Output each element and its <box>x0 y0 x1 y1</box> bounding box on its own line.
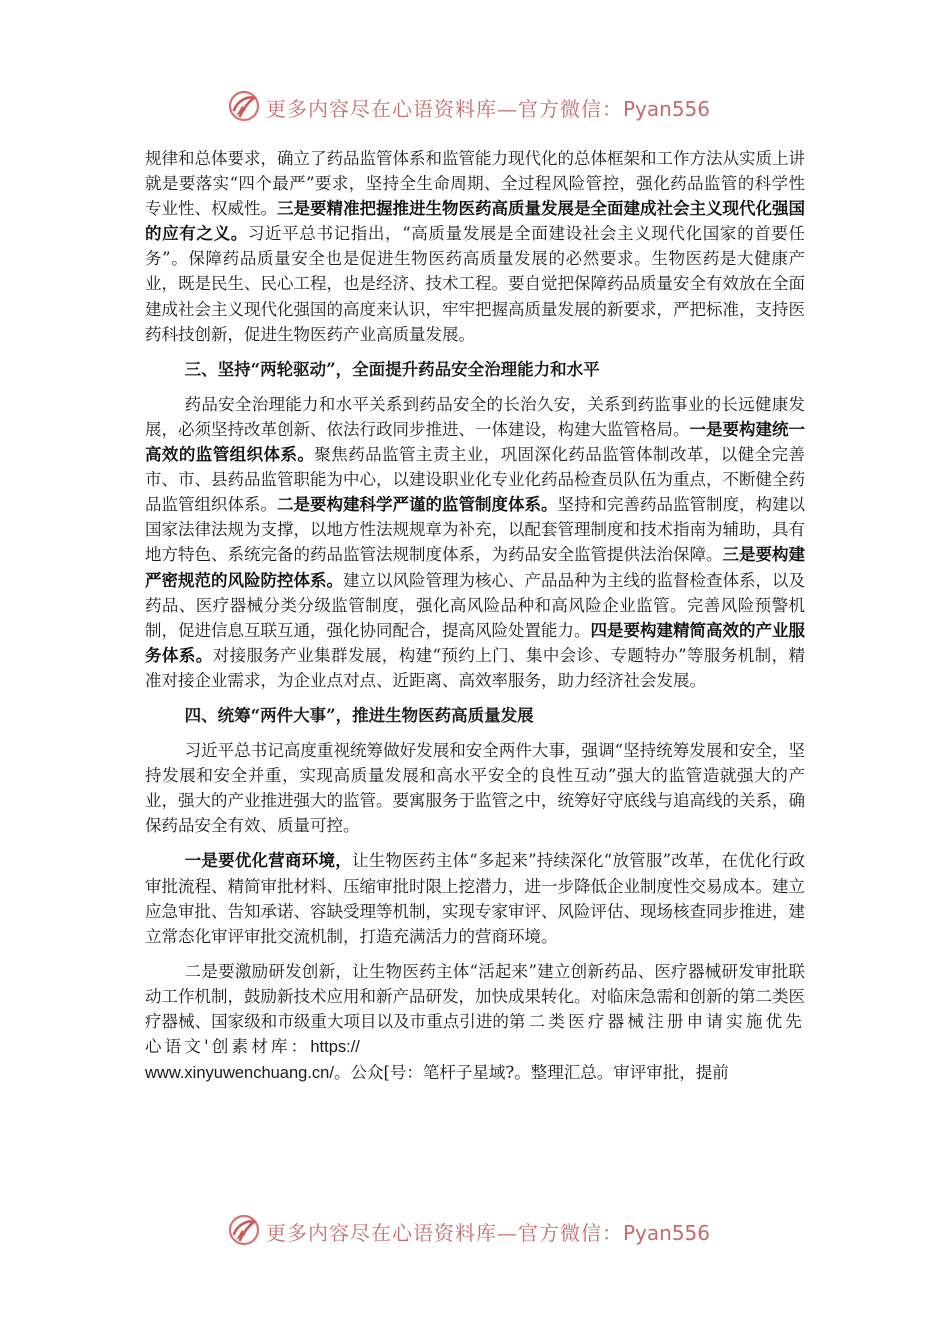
link-text: www.xinyuwenchuang.cn/ <box>145 1064 334 1083</box>
header-watermark-banner <box>0 86 950 126</box>
paragraph: 二是要激励研发创新，让生物医药主体“活起来”建立创新药品、医疗器械研发审批联动工作机制，鼓励新技术应用和新产品研发，加快成果转化。对临床急需和创新的第二类医疗器械、国家级和市级重大项目以及市重点引进的第二类医疗器械注册申请实施优先心语文'创素材库：https:// www.xinyuwenchuang.cn/。公众[号：笔杆子星域?。整理汇总。审评审批，提前 <box>145 961 806 1083</box>
paragraph: 一是要优化营商环境，让生物医药主体“多起来”持续深化“放管服”改革，在优化行政审批流程、精简审批材料、压缩审批时限上挖潜力，进一步降低企业制度性交易成本。建立应急审批、告知承诺、容缺受理等机制，实现专家审评、风险评估、现场核查同步推进，建立常态化审评审批交流机制，打造充满活力的营商环境。 <box>145 851 806 946</box>
document-body <box>145 146 805 1086</box>
paragraph: 药品安全治理能力和水平关系到药品安全的长治久安，关系到药监事业的长远健康发展，必须坚持改革创新、依法行政同步推进、一体建设，构建大监管格局。一是要构建统一高效的监管组织体系。聚焦药品监管主责主业，巩固深化药品监管体制改革，以健全完善市、市、县药品监管职能为中心，以建设职业化专业化药品检查员队伍为重点，不断健全药品监管组织体系。二是要构建科学严谨的监管制度体系。坚持和完善药品监管制度，构建以国家法律法规为支撑，以地方性法规规章为补充，以配套管理制度和技术指南为辅助，具有地方特色、系统完备的药品监管法规制度体系，为药品安全监管提供法治保障。三是要构建严密规范的风险防控体系。建立以风险管理为核心、产品品种为主线的监督检查体系，以及药品、医疗器械分类分级监管制度，强化高风险品种和高风险企业监管。完善风险预警机制，促进信息互联互通，强化协同配合，提高风险处置能力。四是要构建精简高效的产业服务体系。对接服务产业集群发展，构建“预约上门、集中会诊、专题特办”等服务机制，精准对接企业需求，为企业点对点、近距离、高效率服务，助力经济社会发展。 <box>145 394 806 690</box>
section-heading-4: 四、统筹“两件大事”，推进生物医药高质量发展 <box>184 705 534 725</box>
brush-logo-icon <box>226 88 262 124</box>
paragraph: 规律和总体要求，确立了药品监管体系和监管能力现代化的总体框架和工作方法从实质上讲就是要落实“四个最严”要求，坚持全生命周期、全过程风险管控，强化药品监管的科学性专业性、权威性。三是要精准把握推进生物医药高质量发展是全面建成社会主义现代化强国的应有之义。习近平总书记指出，“高质量发展是全面建设社会主义现代化国家的首要任务”。保障药品质量安全也是促进生物医药高质量发展的必然要求。生物医药是大健康产业，既是民生、民心工程，也是经济、技术工程。要自觉把保障药品质量安全有效放在全面建成社会主义现代化强国的高度来认识，牢牢把握高质量发展的新要求，严把标准，支持医药科技创新，促进生物医药产业高质量发展。 <box>145 149 806 344</box>
section-heading-3: 三、坚持“两轮驱动”，全面提升药品安全治理能力和水平 <box>184 359 600 379</box>
paragraph: 习近平总书记高度重视统筹做好发展和安全两件大事，强调“坚持统筹发展和安全，坚持发展和安全并重，实现高质量发展和高水平安全的良性互动”强大的监管造就强大的产业，强大的产业推进强大的监管。要寓服务于监管之中，统筹好守底线与追高线的关系，确保药品安全有效、质量可控。 <box>145 741 805 836</box>
link-text: https:// <box>310 1038 360 1057</box>
brush-logo-icon <box>226 1212 262 1248</box>
banner-text: 更多内容尽在心语资料库—官方微信：Pyan556 <box>266 97 711 121</box>
footer-watermark-banner <box>0 1210 950 1250</box>
banner-text: 更多内容尽在心语资料库—官方微信：Pyan556 <box>266 1221 711 1245</box>
